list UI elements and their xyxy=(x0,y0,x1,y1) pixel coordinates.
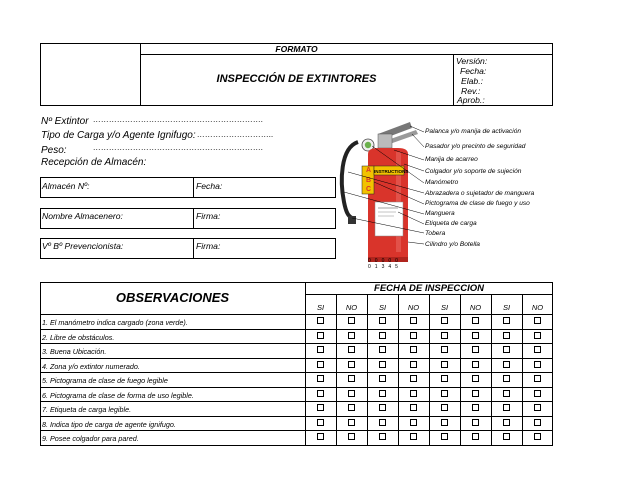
inspection-checkbox[interactable] xyxy=(472,433,479,440)
page-title: INSPECCIÓN DE EXTINTORES xyxy=(216,73,377,85)
sign-letter-b: B xyxy=(366,177,372,184)
inspection-checkbox[interactable] xyxy=(379,433,386,440)
peso-dots: ………………………………………………………. xyxy=(93,143,264,152)
label-colgador: Colgador y/o soporte de sujeción xyxy=(425,168,522,175)
column-header: SI xyxy=(316,303,325,312)
inspection-checkbox[interactable] xyxy=(379,375,386,382)
observation-item: 2. Libre de obstáculos. xyxy=(42,332,115,342)
column-header: SI xyxy=(502,303,511,312)
observation-item: 1. El manómetro indica cargado (zona verde). xyxy=(42,318,188,327)
prevencionista-firma-label: Firma: xyxy=(196,241,221,251)
column-header: NO xyxy=(469,303,482,312)
digits-row-bottom: 01345 xyxy=(368,264,402,270)
inspection-checkbox[interactable] xyxy=(503,419,510,426)
meta-aprob: Aprob.: xyxy=(457,95,485,105)
almacenero-firma-label: Firma: xyxy=(196,211,221,221)
inspection-checkbox[interactable] xyxy=(317,317,324,324)
observation-item: 8. Indica tipo de carga de agente ignifugo. xyxy=(42,419,176,429)
inspection-checkbox[interactable] xyxy=(503,317,510,324)
observaciones-title: OBSERVACIONES xyxy=(115,290,230,305)
column-header: NO xyxy=(531,303,544,312)
column-header: NO xyxy=(407,303,420,312)
inspection-checkbox[interactable] xyxy=(534,332,541,339)
inspection-checkbox[interactable] xyxy=(348,404,355,411)
inspection-checkbox[interactable] xyxy=(441,404,448,411)
fecha-inspeccion-title: FECHA DE INSPECCION xyxy=(374,283,484,294)
inspection-checkbox[interactable] xyxy=(348,390,355,397)
label-cilindro: Cilindro y/o Botella xyxy=(425,241,480,248)
inspection-checkbox[interactable] xyxy=(317,346,324,353)
inspection-checkbox[interactable] xyxy=(317,361,324,368)
label-etiqueta: Etiqueta de carga xyxy=(425,220,477,227)
extintor-dots: ………………………………………………………. xyxy=(93,115,264,124)
inspection-checkbox[interactable] xyxy=(534,317,541,324)
inspection-checkbox[interactable] xyxy=(534,361,541,368)
tipo-label: Tipo de Carga y/o Agente Ignifugo: xyxy=(41,130,196,141)
inspection-checkbox[interactable] xyxy=(348,375,355,382)
inspection-checkbox[interactable] xyxy=(441,317,448,324)
inspection-checkbox[interactable] xyxy=(379,419,386,426)
inspection-checkbox[interactable] xyxy=(410,375,417,382)
sign-letter-c: C xyxy=(366,186,372,193)
inspection-checkbox[interactable] xyxy=(503,404,510,411)
inspection-checkbox[interactable] xyxy=(317,390,324,397)
inspection-checkbox[interactable] xyxy=(317,419,324,426)
meta-rev: Rev.: xyxy=(461,86,481,96)
inspection-checkbox[interactable] xyxy=(379,390,386,397)
column-header: SI xyxy=(378,303,387,312)
label-pictograma: Pictograma de clase de fuego y uso xyxy=(425,200,530,207)
prevencionista-label: Vº Bº Prevencionista: xyxy=(42,241,124,251)
meta-elab: Elab.: xyxy=(461,76,483,86)
inspection-checkbox[interactable] xyxy=(503,390,510,397)
inspection-checkbox[interactable] xyxy=(348,433,355,440)
inspection-checkbox[interactable] xyxy=(534,404,541,411)
observation-item: 9. Posee colgador para pared. xyxy=(42,434,139,443)
observation-item: 7. Etiqueta de carga legible. xyxy=(42,405,132,414)
inspection-checkbox[interactable] xyxy=(348,317,355,324)
label-manguera: Manguera xyxy=(425,210,455,217)
inspection-checkbox[interactable] xyxy=(441,346,448,353)
column-header: NO xyxy=(345,303,358,312)
label-palanca: Palanca y/o manija de activación xyxy=(425,128,522,135)
label-manija: Manija de acarreo xyxy=(425,156,478,163)
recepcion-label: Recepción de Almacén: xyxy=(41,157,147,168)
sign-instructions-text: INSTRUCTIONS xyxy=(374,169,409,174)
inspection-checkbox[interactable] xyxy=(379,404,386,411)
observation-item: 5. Pictograma de clase de fuego legible xyxy=(42,376,168,385)
inspection-checkbox[interactable] xyxy=(503,433,510,440)
almacen-fecha-label: Fecha: xyxy=(196,181,223,191)
inspection-checkbox[interactable] xyxy=(472,346,479,353)
inspection-checkbox[interactable] xyxy=(441,390,448,397)
digits-row-top: 00000 xyxy=(368,258,402,264)
inspection-checkbox[interactable] xyxy=(441,375,448,382)
diagram-leader-lines xyxy=(338,112,438,272)
inspection-checkbox[interactable] xyxy=(348,346,355,353)
inspection-checkbox[interactable] xyxy=(379,346,386,353)
inspection-checkbox[interactable] xyxy=(534,375,541,382)
sign-letter-a: A xyxy=(366,167,372,174)
inspection-checkbox[interactable] xyxy=(410,404,417,411)
inspection-checkbox[interactable] xyxy=(410,332,417,339)
meta-version: Versión: xyxy=(456,56,488,66)
label-abrazadera: Abrazadera o sujetador de manguera xyxy=(425,190,535,197)
inspection-checkbox[interactable] xyxy=(503,375,510,382)
inspection-checkbox[interactable] xyxy=(472,419,479,426)
inspection-checkbox[interactable] xyxy=(410,317,417,324)
inspection-checkbox[interactable] xyxy=(441,433,448,440)
inspection-checkbox[interactable] xyxy=(410,390,417,397)
extintor-label: Nº Extintor xyxy=(41,116,89,127)
inspection-checkbox[interactable] xyxy=(534,433,541,440)
inspection-checkbox[interactable] xyxy=(441,332,448,339)
observation-item: 6. Pictograma de clase de forma de uso legible. xyxy=(42,390,194,400)
inspection-checkbox[interactable] xyxy=(379,332,386,339)
label-pasador: Pasador y/o precinto de seguridad xyxy=(425,143,526,150)
column-header: SI xyxy=(440,303,449,312)
peso-label: Peso: xyxy=(41,145,67,156)
label-manometro: Manómetro xyxy=(425,179,459,186)
inspection-checkbox[interactable] xyxy=(472,404,479,411)
inspection-checkbox[interactable] xyxy=(410,433,417,440)
inspection-checkbox[interactable] xyxy=(410,419,417,426)
inspection-checkbox[interactable] xyxy=(472,332,479,339)
inspection-checkbox[interactable] xyxy=(503,332,510,339)
inspection-checkbox[interactable] xyxy=(441,361,448,368)
inspection-checkbox[interactable] xyxy=(472,375,479,382)
inspection-checkbox[interactable] xyxy=(441,419,448,426)
inspection-checkbox[interactable] xyxy=(472,361,479,368)
inspection-checkbox[interactable] xyxy=(534,346,541,353)
observation-item: 3. Buena Ubicación. xyxy=(42,347,107,356)
inspection-checkbox[interactable] xyxy=(472,317,479,324)
inspection-checkbox[interactable] xyxy=(317,375,324,382)
label-tobera: Tobera xyxy=(425,230,446,237)
almacen-label: Almacén Nº: xyxy=(42,181,90,191)
inspection-checkbox[interactable] xyxy=(503,346,510,353)
inspection-checkbox[interactable] xyxy=(410,346,417,353)
inspection-checkbox[interactable] xyxy=(534,390,541,397)
observation-item: 4. Zona y/o extintor numerado. xyxy=(42,361,140,371)
inspection-checkbox[interactable] xyxy=(503,361,510,368)
almacenero-label: Nombre Almacenero: xyxy=(42,211,123,221)
meta-fecha: Fecha: xyxy=(460,66,487,76)
formato-label: FORMATO xyxy=(275,44,318,54)
inspection-checkbox[interactable] xyxy=(534,419,541,426)
inspection-checkbox[interactable] xyxy=(410,361,417,368)
inspection-checkbox[interactable] xyxy=(317,332,324,339)
inspection-checkbox[interactable] xyxy=(379,317,386,324)
inspection-checkbox[interactable] xyxy=(317,404,324,411)
inspection-checkbox[interactable] xyxy=(472,390,479,397)
inspection-checkbox[interactable] xyxy=(348,419,355,426)
inspection-checkbox[interactable] xyxy=(379,361,386,368)
tipo-dots: ……………………….. xyxy=(197,130,274,139)
inspection-checkbox[interactable] xyxy=(348,332,355,339)
inspection-checkbox[interactable] xyxy=(317,433,324,440)
inspection-checkbox[interactable] xyxy=(348,361,355,368)
